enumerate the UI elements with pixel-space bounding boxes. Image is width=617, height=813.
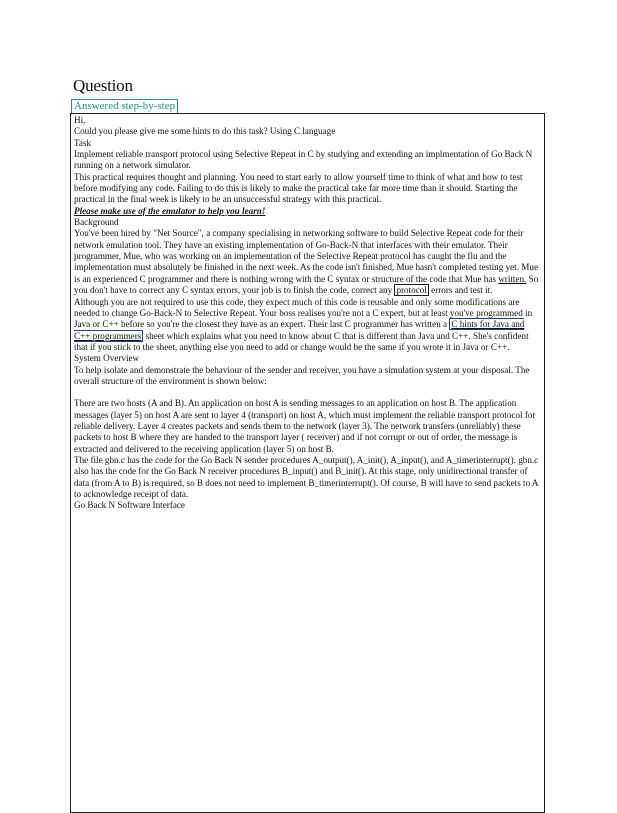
- emulator-note: Please make use of the emulator to help you learn!: [74, 205, 266, 216]
- background-text-c: errors and test it.: [428, 285, 493, 296]
- greeting: Hi,: [74, 115, 86, 125]
- background-text-a: You've been hired by "Net Source", a company specialising in networking software to build Selective Repeat code for their network emulation tool. They have an existing implementation of Go-Back-N that interfaces with their emulator. Their programmer, Mue, who was working on an implementation of the Selective Repeat protocol has caught the flu and the implementation must absolutely be finished in the next week. As the code isn't finished, Mue hasn't completed testing yet. Mue is an experienced C programmer and there is nothing wrong with the C syntax or structure of the code that Mue has: [74, 228, 539, 284]
- background-text-b: So you don't have to correct any C syntax errors, your job is to finish the code, correct any: [74, 273, 539, 296]
- hosts-text: There are two hosts (A and B). An application on host A is sending messages to an application on host B. The application messages (layer 5) on host A are sent to layer 4 (transport) on host A, which must implement the reliable transport protocol for reliable delivery. Layer 4 creates packets and sends them to the network (layer 3). The network transfers (unreliably) these packets to host B where they are handed to the transport layer ( receiver) and if not corrupt or out of order, the message is extracted and delivered to the receiving application (layer 5) on host B.: [74, 398, 536, 454]
- reuse-text-b: sheet which explains what you need to know about C that is different than Java and C++. She's confident that if you stick to the sheet, anything else you need to add or change would be the same if you wrote it in Java or C++.: [74, 330, 529, 352]
- c-hints-link[interactable]: C hints for Java and C++ programmers: [74, 319, 525, 341]
- request-line: Could you please give me some hints to do this task? Using C language: [74, 126, 336, 137]
- background-heading: Background: [74, 217, 119, 228]
- reuse-text-a: Although you are not required to use this code, they expect much of this code is reusable and only some modifications are needed to change Go-Back-N to Selective Repeat. Your boss realises you're not a C expert, but at least you've programmed in Java or C++ before so you're the closest they have as an expert. Their last C programmer has written a: [74, 296, 533, 330]
- question-body: [70, 113, 545, 813]
- written-word: written.: [498, 273, 527, 284]
- reuse-paragraph: [74, 297, 542, 354]
- file-text: The file gbn.c has the code for the Go Back N sender procedures A_output(), A_init(), A_input(), and A_timerinterrupt(). gbn.c also has the code for the Go Back N receiver procedures B_input() and B_init(). At this stage, only unidirectional transfer of data (from A to B) is required, so B does not need to implement B_timerinterrupt(). Of course, B will have to send packets to A to acknowledge receipt of data.: [74, 454, 539, 499]
- answered-badge[interactable]: Answered step-by-step: [71, 99, 178, 114]
- planning-text: This practical requires thought and planning. You need to start early to allow yourself time to think of what and how to test before modifying any code. Failing to do this is likely to make the practical take far more time than it should. Starting the practical in the final week is likely to be an unsuccessful strategy with this practical.: [74, 171, 523, 205]
- task-text: Implement reliable transport protocol using Selective Repeat in C by studying and extending an implmentation of Go Back N running on a network simulator.: [74, 149, 533, 171]
- task-heading: Task: [74, 137, 92, 148]
- spacer: [74, 387, 542, 398]
- background-paragraph: [74, 228, 542, 296]
- overview-text: To help isolate and demonstrate the behaviour of the sender and receiver, you have a simulation system at your disposal. The overall structure of the environment is shown below:: [74, 364, 530, 386]
- protocol-word: protocol: [396, 285, 427, 296]
- page-title: Question: [73, 76, 133, 95]
- interface-heading: Go Back N Software Interface: [74, 500, 185, 511]
- overview-heading: System Overview: [74, 353, 140, 364]
